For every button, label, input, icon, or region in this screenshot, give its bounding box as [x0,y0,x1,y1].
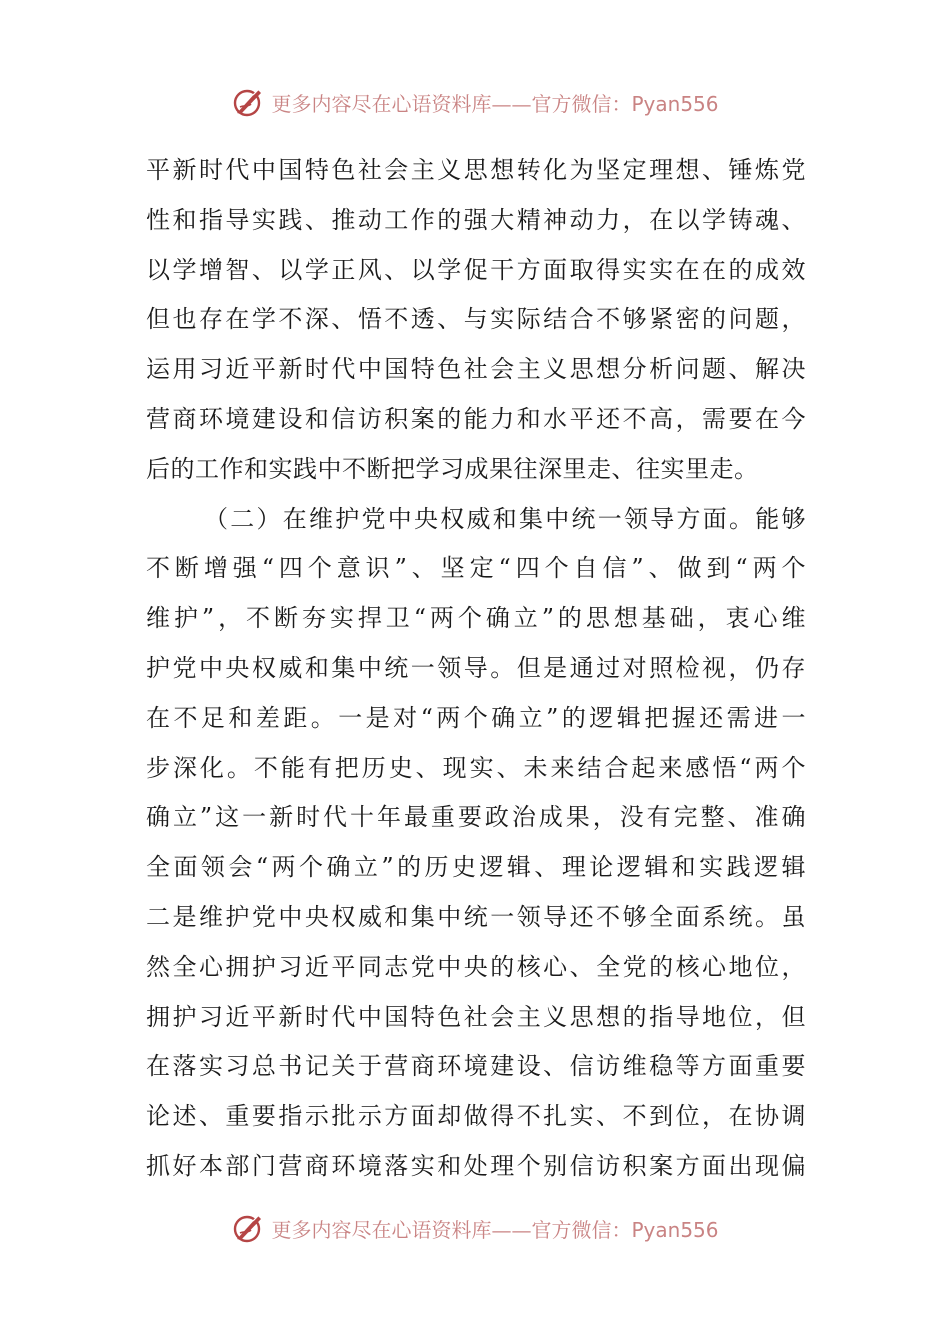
body-line-3: 以学增智、以学正风、以学促干方面取得实实在在的成效 [146,255,806,284]
body-line-11: 护党中央权威和集中统一领导。但是通过对照检视，仍存 [146,653,806,682]
body-line-1: 平新时代中国特色社会主义思想转化为坚定理想、锤炼党 [146,156,806,184]
body-line-15: 全面领会“两个确立”的历史逻辑、理论逻辑和实践逻辑 [146,853,806,882]
footer-wechat-id: Pyan556 [631,1217,719,1242]
header-wechat-label: 官方微信： [531,91,632,116]
body-line-19: 在落实习总书记关于营商环境建设、信访维稳等方面重要 [146,1052,806,1081]
document-body [146,146,806,1192]
body-line-12: 在不足和差距。一是对“两个确立”的逻辑把握还需进一 [146,703,806,732]
body-line-13: 步深化。不能有把历史、现实、未来结合起来感悟“两个 [146,753,806,782]
quill-logo-icon [231,1211,265,1245]
header-separator: —— [491,91,532,116]
body-line-14: 确立”这一新时代十年最重要政治成果，没有完整、准确 [146,803,806,832]
body-line-20: 论述、重要指示批示方面却做得不扎实、不到位，在协调 [146,1102,806,1131]
body-line-6: 营商环境建设和信访积案的能力和水平还不高，需要在今 [146,404,806,433]
body-line-8: （二）在维护党中央权威和集中统一领导方面。能够 [204,504,806,533]
header-brand-text: 更多内容尽在心语资料库 [271,91,492,116]
footer-wechat-label: 官方微信： [531,1217,632,1242]
footer-brand [271,1214,718,1243]
body-line-16: 二是维护党中央权威和集中统一领导还不够全面系统。虽 [146,902,806,931]
body-line-21: 抓好本部门营商环境落实和处理个别信访积案方面出现偏 [146,1151,806,1180]
body-line-7: 后的工作和实践中不断把学习成果往深里走、往实里走。 [146,454,759,483]
body-line-10: 维护”，不断夯实捍卫“两个确立”的思想基础，衷心维 [146,604,806,633]
footer-brand-text: 更多内容尽在心语资料库 [271,1217,492,1242]
body-line-4: 但也存在学不深、悟不透、与实际结合不够紧密的问题， [146,305,806,334]
header-banner [0,82,950,122]
quill-logo-icon [231,85,265,119]
header-brand [271,88,718,117]
body-line-18: 拥护习近平新时代中国特色社会主义思想的指导地位，但 [146,1002,806,1031]
body-line-5: 运用习近平新时代中国特色社会主义思想分析问题、解决 [146,355,806,384]
body-line-9: 不断增强“四个意识”、坚定“四个自信”、做到“两个 [146,554,806,583]
body-line-17: 然全心拥护习近平同志党中央的核心、全党的核心地位， [146,952,806,981]
footer-banner [0,1208,950,1248]
footer-separator: —— [491,1217,532,1242]
body-line-2: 性和指导实践、推动工作的强大精神动力，在以学铸魂、 [146,205,806,234]
header-wechat-id: Pyan556 [631,91,719,116]
